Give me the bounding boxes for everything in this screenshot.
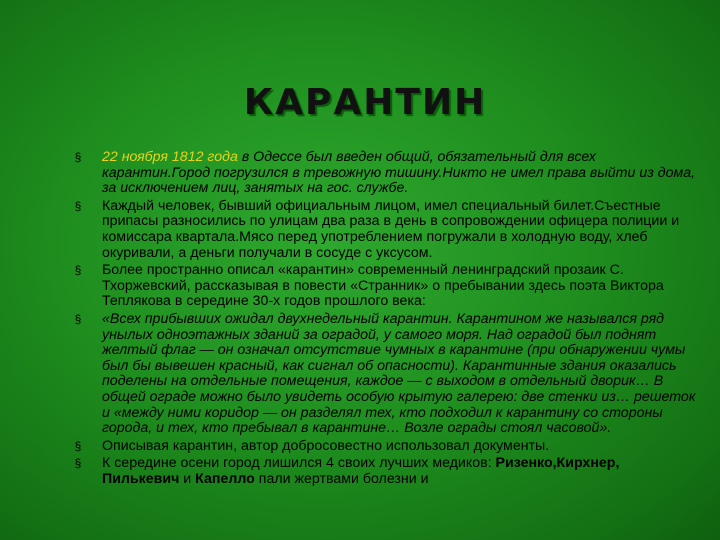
bullet-item [72,263,700,310]
doctor-name: Капелло [195,470,255,487]
doctor-names: Ризенко,Кирхнер, Пилькевич [102,455,620,487]
item-text: Каждый человек, бывший официальным лицом, имел специальный билет.Съестные припасы разносились по улицам два раза в день в сопровождении офицера полиции и комиссара квартала.Мясо перед употреблением погружали в холодную воду, хлеб окуривали, а деньги получали в сосуде с уксусом. [102,197,680,261]
item-text-mid: и [179,470,196,487]
bullet-item [72,456,700,487]
date-highlight: 22 ноября 1812 года [102,149,238,165]
section-bullet-icon: § [74,263,82,278]
item-text: Описывая карантин, автор добросовестно использовал документы. [102,437,550,454]
item-text: К середине осени город лишился 4 своих лучших медиков: [102,455,496,472]
item-text: Более пространно описал «карантин» современный ленинградский прозаик С. Тхоржевский, рассказывая в повести «Странник» о пребывании здесь поэта Виктора Теплякова в середине 30-х годов прошлого века: [102,262,664,310]
section-bullet-icon: § [74,198,82,213]
section-bullet-icon: § [74,456,82,471]
quote-text: «Всех прибывших ожидал двухнедельный карантин. Карантином же назывался ряд унылых одноэтажных зданий за оградой, у самого моря. Над оградой был поднят желтый флаг — он означал отсутствие чумных в карантине (при обнаружении чумы был бы вывешен красный, как сигнал об опасности). Карантинные здания оказались поделены на отдельные помещения, каждое — с выходом в отдельный дворик… В общей ограде можно было увидеть особую крытую галерею: две стенки из… решеток и «между ними коридор — он разделял тех, кто подходил к карантину со стороны города, и тех, кто пребывал в карантине… Возле ограды стоял часовой». [102,310,696,437]
bullet-item [72,439,700,455]
bullet-item [72,199,700,261]
section-bullet-icon: § [74,311,82,326]
slide-body [72,150,700,489]
section-bullet-icon: § [74,150,82,164]
item-text: в Одессе был введен общий, обязательный для всех карантин.Город погрузился в тревожную тишину.Никто не имел права выйти из дома, за исключением лиц, занятых на гос. службе. [102,149,696,197]
item-text-after: пали жертвами болезни и [254,470,429,487]
bullet-item [72,312,700,437]
section-bullet-icon: § [74,438,82,453]
bullet-item [72,150,700,197]
slide-title: КАРАНТИН [243,82,487,123]
